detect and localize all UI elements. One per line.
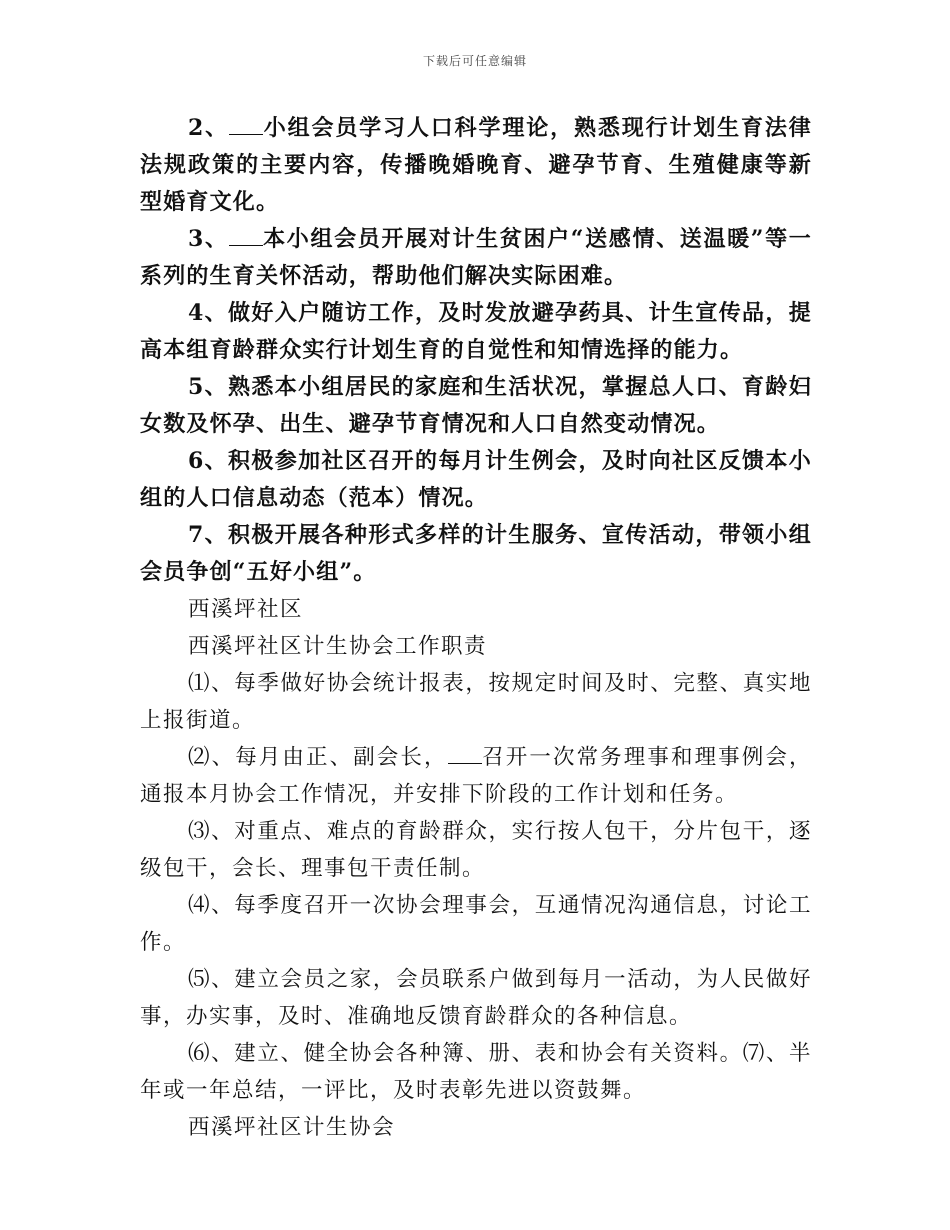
signature-community: 西溪坪社区 (188, 597, 304, 622)
fill-blank (448, 745, 482, 764)
duty-1: ⑴、每季做好协会统计报表，按规定时间及时、完整、真实地上报街道。 (140, 671, 812, 733)
fill-blank (229, 227, 263, 246)
item-3 (140, 221, 812, 295)
item-2 (140, 110, 812, 221)
item-6: 6、积极参加社区召开的每月计生例会，及时向社区反馈本小组的人口信息动态（范本）情况。 (140, 448, 812, 511)
duty-6: ⑹、建立、健全协会各种簿、册、表和协会有关资料。⑺、半年或一年总结，一评比，及时表彰先进以资鼓舞。 (140, 1041, 812, 1103)
item-2-text: 小组会员学习人口科学理论，熟悉现行计划生育法律法规政策的主要内容，传播晚婚晚育、避孕节育、生殖健康等新型婚育文化。 (140, 115, 812, 215)
item-7: 7、积极开展各种形式多样的计生服务、宣传活动，带领小组会员争创“五好小组”。 (140, 522, 812, 585)
duty-2-text: 召开一次常务理事和理事例会，通报本月协会工作情况，并安排下阶段的工作计划和任务。 (140, 745, 812, 807)
item-3-text: 本小组会员开展对计生贫困户“送感情、送温暖”等一系列的生育关怀活动，帮助他们解决实际困难。 (140, 226, 812, 289)
item-4: 4、做好入户随访工作，及时发放避孕药具、计生宣传品，提高本组育龄群众实行计划生育的自觉性和知情选择的能力。 (140, 300, 812, 363)
duty-3: ⑶、对重点、难点的育龄群众，实行按人包干，分片包干，逐级包干，会长、理事包干责任制。 (140, 819, 812, 881)
signature-association: 西溪坪社区计生协会 (188, 1115, 396, 1140)
duty-2-prefix: ⑵、每月由正、副会长， (188, 745, 448, 770)
duty-5: ⑸、建立会员之家，会员联系户做到每月一活动，为人民做好事，办实事，及时、准确地反馈育龄群众的各种信息。 (140, 967, 812, 1029)
document-body (140, 110, 812, 1146)
item-3-prefix: 3、 (188, 226, 229, 252)
section-title-duties: 西溪坪社区计生协会工作职责 (188, 634, 488, 659)
duty-4: ⑷、每季度召开一次协会理事会，互通情况沟通信息，讨论工作。 (140, 893, 812, 955)
fill-blank (229, 116, 263, 135)
item-5: 5、熟悉本小组居民的家庭和生活状况，掌握总人口、育龄妇女数及怀孕、出生、避孕节育情况和人口自然变动情况。 (140, 374, 812, 437)
item-2-prefix: 2、 (188, 115, 230, 141)
page-header: 下载后可任意编辑 (422, 54, 527, 68)
duty-2 (140, 739, 812, 813)
